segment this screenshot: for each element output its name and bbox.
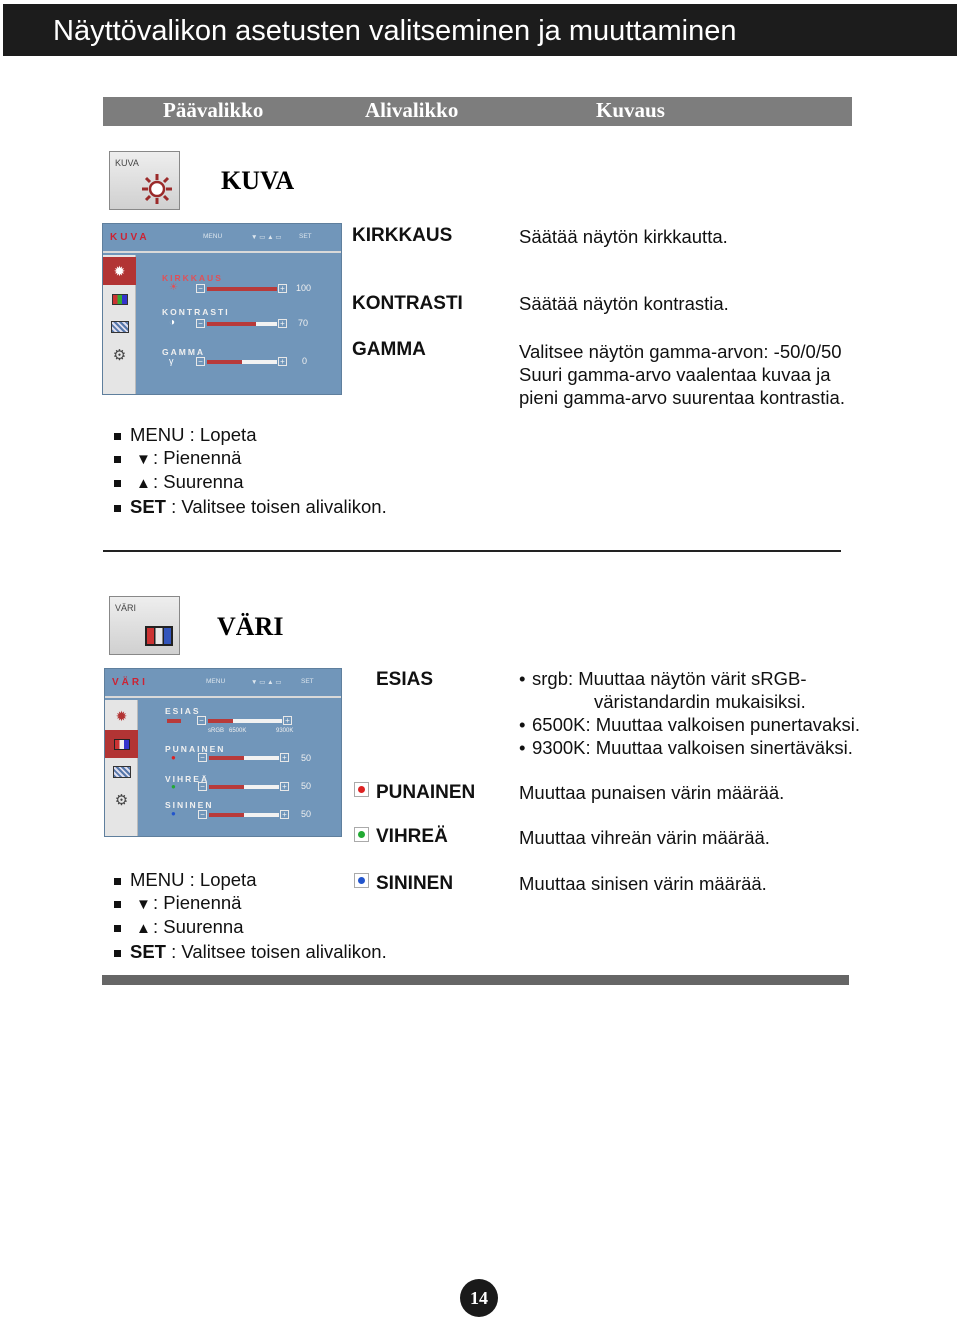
key-menu-text: : Lopeta [184, 424, 257, 445]
desc-vihrea: Muuttaa vihreän värin määrää. [519, 827, 770, 848]
osd-top-bar [103, 224, 341, 253]
key-set-text: : Valitsee toisen alivalikon. [165, 495, 387, 517]
kuva-menu-icon-box [109, 151, 180, 210]
osd-kontrasti-label: KONTRASTI [162, 307, 230, 317]
osd-kontrasti-value: 70 [298, 318, 309, 328]
osd-contrast-icon: ◑ [169, 317, 176, 328]
osd-nav-arrows-icon: ▼ ▭ ▲ ▭ [251, 679, 282, 686]
header-submenu: Alivalikko [365, 98, 459, 122]
osd-top-bar [105, 669, 341, 698]
desc-gamma-line2: Suuri gamma-arvo vaalentaa kuvaa ja [519, 364, 831, 385]
osd-menu-label: MENU [206, 678, 226, 685]
key-set-row [114, 496, 387, 519]
osd-red-dot-icon: ● [171, 753, 176, 762]
column-header [103, 97, 852, 126]
osd-menu-label: MENU [203, 233, 223, 240]
osd-set-label: SET [299, 233, 312, 240]
color-bars-icon [144, 625, 174, 647]
red-dot-fill [358, 786, 365, 793]
kuva-osd-panel [102, 223, 342, 395]
osd-sun-icon: ☀ [169, 282, 178, 293]
key-up-row [114, 916, 387, 941]
down-triangle-icon: ▼ [136, 450, 151, 468]
desc-gamma-line1: Valitsee näytön gamma-arvon: -50/0/50 [519, 341, 842, 362]
osd-esias-srgb: sRGB [208, 728, 225, 734]
desc-gamma [519, 340, 845, 409]
desc-punainen: Muuttaa punaisen värin määrää. [519, 782, 785, 803]
term-esias: ESIAS [376, 669, 434, 690]
osd-punainen-value: 50 [301, 753, 312, 763]
key-menu-row [114, 424, 387, 447]
key-menu-text: : Lopeta [184, 869, 257, 890]
term-kirkkaus: KIRKKAUS [352, 225, 453, 246]
up-triangle-icon: ▲ [136, 475, 151, 492]
red-dot-icon [354, 782, 369, 797]
osd-vihrea-value: 50 [301, 781, 312, 791]
page-title-bar [3, 4, 957, 56]
osd-blue-dot-icon: ● [171, 809, 176, 818]
key-up-text: : Suurenna [153, 916, 244, 937]
kuva-section-title: KUVA [221, 166, 295, 195]
osd-punainen-label: PUNAINEN [165, 744, 226, 754]
osd-sininen-label: SININEN [165, 800, 214, 810]
osd-side-tracking-icon [103, 313, 136, 341]
osd-punainen-slider: − + [198, 753, 290, 763]
osd-side-brightness-icon: ✹ [103, 257, 136, 285]
osd-side-settings-icon: ⚙ [114, 792, 129, 809]
key-down-row [114, 447, 387, 472]
term-kontrasti: KONTRASTI [352, 293, 463, 314]
vari-menu-icon-box [109, 596, 180, 655]
osd-vihrea-fill [209, 785, 244, 789]
page-title: Näyttövalikon asetusten valitseminen ja muuttaminen [53, 15, 737, 47]
page-number: 14 [460, 1279, 498, 1317]
key-set-text: : Valitsee toisen alivalikon. [165, 940, 387, 962]
osd-gamma-value: 0 [302, 356, 308, 366]
key-down-text: : Pienennä [153, 891, 242, 913]
kuva-key-legend [114, 424, 387, 518]
osd-side-color-icon [105, 730, 138, 758]
osd-gamma-icon: γ [169, 356, 174, 366]
key-set-row [114, 941, 387, 964]
brightness-icon [140, 172, 174, 206]
term-gamma: GAMMA [352, 339, 426, 360]
osd-set-label: SET [301, 678, 314, 685]
bottom-bar [102, 975, 849, 985]
osd-kontrasti-slider: − + [196, 319, 288, 329]
green-dot-fill [358, 831, 365, 838]
esias-bullet-6500k: • 6500K: Muuttaa valkoisen punertavaksi. [519, 713, 860, 736]
desc-gamma-line3: pieni gamma-arvo suurentaa kontrastia. [519, 387, 845, 408]
key-menu-name: MENU [130, 424, 185, 445]
esias-bullet-9300k: • 9300K: Muuttaa valkoisen sinertäväksi. [519, 736, 860, 759]
osd-punainen-fill [209, 756, 244, 760]
desc-sininen: Muuttaa sinisen värin määrää. [519, 873, 767, 894]
key-down-text: : Pienennä [153, 446, 242, 468]
osd-kontrasti-fill [207, 322, 256, 326]
key-menu-name: MENU [130, 869, 185, 890]
osd-kirkkaus-label: KIRKKAUS [162, 273, 223, 283]
up-triangle-icon: ▲ [136, 920, 151, 937]
osd-gamma-label: GAMMA [162, 347, 206, 357]
esias-description-list [519, 667, 860, 759]
osd-side-menu [105, 700, 138, 836]
header-main-menu: Päävalikko [163, 98, 264, 122]
header-description: Kuvaus [596, 98, 665, 122]
osd-gamma-slider: − + [196, 357, 288, 367]
vari-key-legend [114, 869, 387, 963]
key-set-name: SET [130, 495, 166, 517]
term-punainen: PUNAINEN [376, 782, 476, 803]
key-up-row [114, 471, 387, 496]
kuva-icon-label: KUVA [115, 158, 139, 168]
osd-side-color-icon [103, 285, 136, 313]
osd-side-brightness-icon: ✹ [115, 707, 128, 724]
osd-sininen-fill [209, 813, 244, 817]
osd-nav-arrows-icon: ▼ ▭ ▲ ▭ [251, 234, 282, 241]
osd-side-settings-icon: ⚙ [112, 347, 127, 364]
osd-title: KUVA [110, 232, 150, 243]
key-up-text: : Suurenna [153, 471, 244, 492]
section-divider [103, 550, 841, 552]
osd-esias-label: ESIAS [165, 706, 201, 716]
osd-esias-6500k: 6500K [229, 728, 247, 734]
osd-title: VÄRI [112, 677, 148, 688]
osd-vihrea-slider: − + [198, 782, 290, 792]
vari-section-title: VÄRI [217, 612, 284, 641]
osd-kirkkaus-value: 100 [296, 283, 312, 293]
osd-green-dot-icon: ● [171, 782, 176, 791]
osd-esias-9300k: 9300K [276, 728, 294, 734]
osd-sininen-value: 50 [301, 809, 312, 819]
desc-kontrasti: Säätää näytön kontrastia. [519, 293, 729, 314]
key-set-name: SET [130, 940, 166, 962]
vari-osd-panel [104, 668, 342, 837]
down-triangle-icon: ▼ [136, 895, 151, 913]
desc-kirkkaus: Säätää näytön kirkkautta. [519, 226, 728, 247]
key-down-row [114, 892, 387, 917]
osd-side-menu [103, 255, 136, 394]
esias-bullet-srgb-cont: väristandardin mukaisiksi. [594, 691, 806, 712]
osd-kirkkaus-slider: − + [196, 284, 288, 294]
osd-esias-slider: − + [167, 716, 292, 726]
term-sininen: SININEN [376, 873, 454, 894]
osd-kirkkaus-fill [207, 287, 277, 291]
osd-sininen-slider: − + [198, 810, 290, 820]
esias-bullet-srgb: • srgb: Muuttaa näytön värit sRGB- [519, 667, 860, 690]
osd-gamma-fill [207, 360, 242, 364]
green-dot-icon [354, 827, 369, 842]
key-menu-row [114, 869, 387, 892]
osd-vihrea-label: VIHREÄ [165, 774, 210, 784]
term-vihrea: VIHREÄ [376, 826, 448, 847]
vari-icon-label: VÄRI [115, 603, 137, 613]
osd-side-tracking-icon [105, 758, 138, 786]
